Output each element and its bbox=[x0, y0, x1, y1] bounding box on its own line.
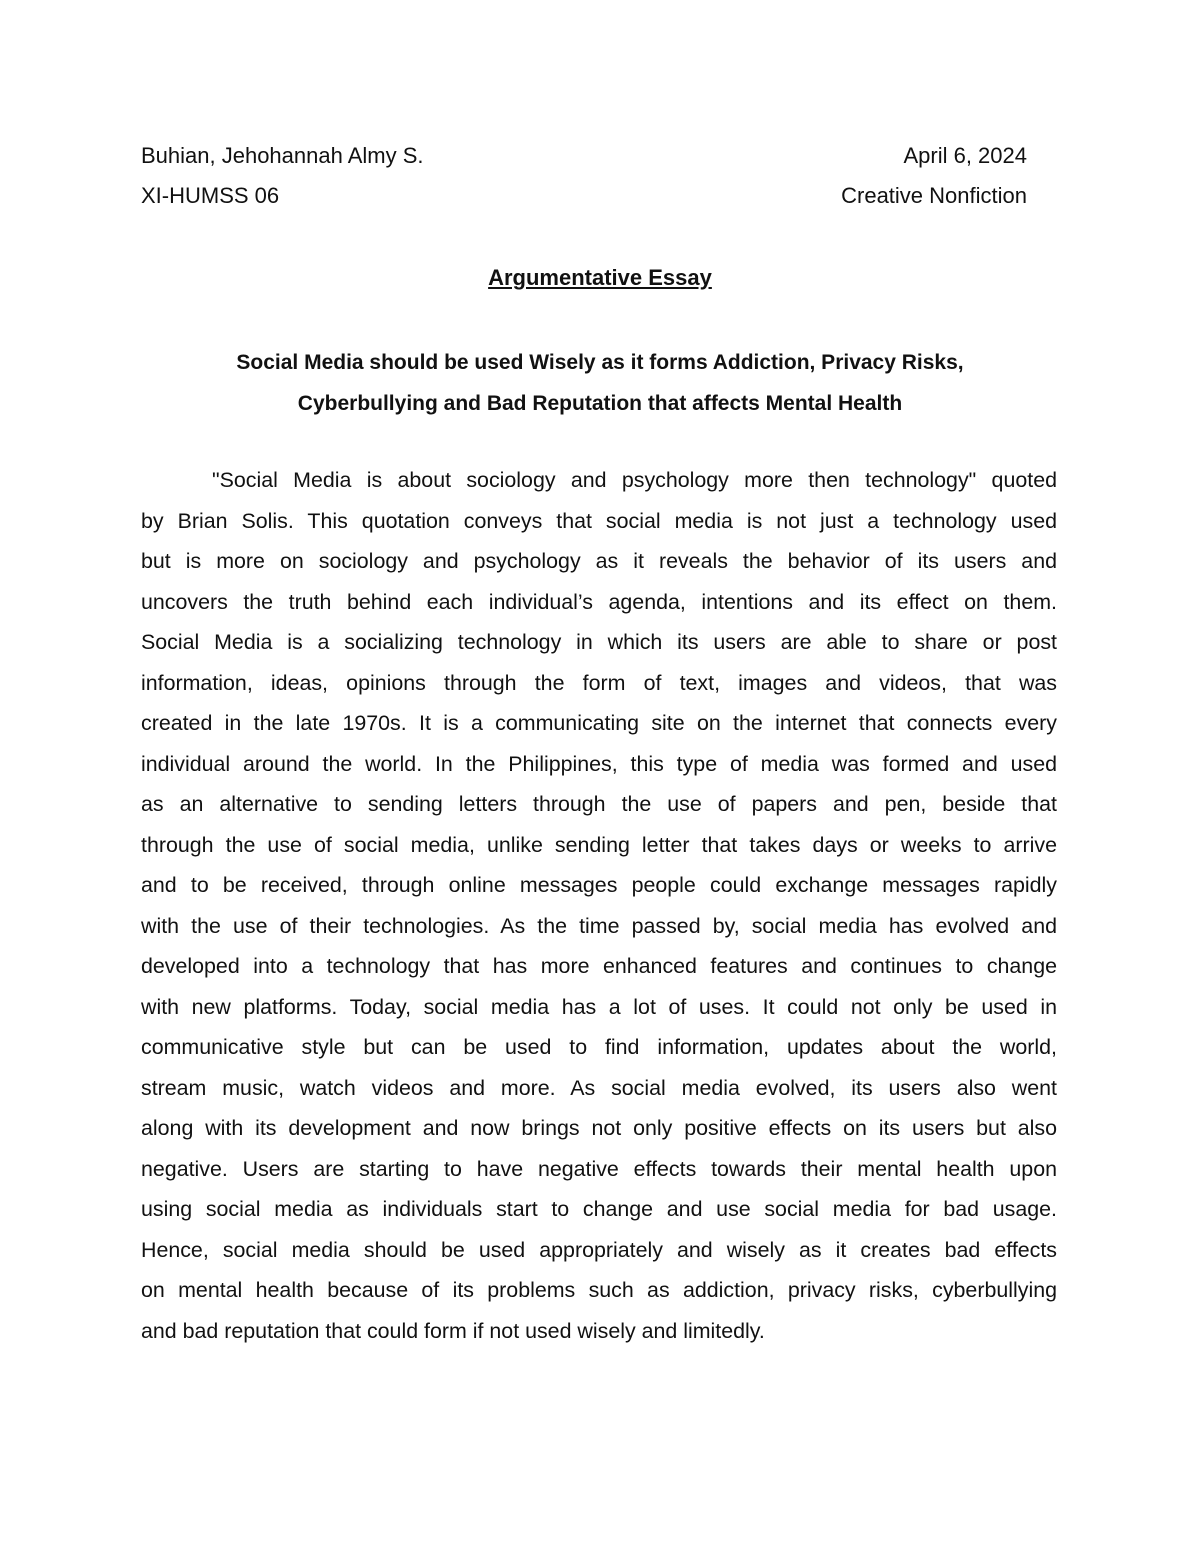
body-line: and to be received, through online messages people could exchange messages rapidly bbox=[141, 873, 1057, 897]
student-name: Buhian, Jehohannah Almy S. bbox=[141, 143, 424, 168]
body-line: "Social Media is about sociology and psychology more then technology" quoted bbox=[212, 468, 1057, 492]
essay-body-paragraph bbox=[141, 460, 1057, 1351]
body-line: but is more on sociology and psychology as it reveals the behavior of its users and bbox=[141, 549, 1057, 573]
header-row-2 bbox=[141, 181, 1027, 211]
body-line: communicative style but can be used to find information, updates about the world, bbox=[141, 1035, 1057, 1059]
body-line: along with its development and now brings not only positive effects on its users but also bbox=[141, 1116, 1057, 1140]
body-line: created in the late 1970s. It is a communicating site on the internet that connects every bbox=[141, 711, 1057, 735]
body-line: on mental health because of its problems such as addiction, privacy risks, cyberbullying bbox=[141, 1278, 1057, 1302]
body-line: by Brian Solis. This quotation conveys that social media is not just a technology used bbox=[141, 508, 1057, 533]
essay-date: April 6, 2024 bbox=[903, 143, 1027, 168]
body-line: through the use of social media, unlike sending letter that takes days or weeks to arrive bbox=[141, 832, 1057, 857]
body-line: with the use of their technologies. As the time passed by, social media has evolved and bbox=[141, 913, 1057, 938]
header-row-1 bbox=[141, 141, 1027, 171]
subject-name: Creative Nonfiction bbox=[841, 183, 1027, 208]
body-line: using social media as individuals start to change and use social media for bad usage. bbox=[141, 1197, 1057, 1221]
body-line: Hence, social media should be used appropriately and wisely as it creates bad effects bbox=[141, 1237, 1057, 1262]
essay-type-heading: Argumentative Essay bbox=[488, 265, 712, 290]
essay-title-line: Cyberbullying and Bad Reputation that affects Mental Health bbox=[297, 392, 903, 415]
body-line: developed into a technology that has more enhanced features and continues to change bbox=[141, 954, 1057, 978]
body-line: Social Media is a socializing technology in which its users are able to share or post bbox=[141, 630, 1057, 654]
body-line: negative. Users are starting to have negative effects towards their mental health upon bbox=[141, 1156, 1057, 1181]
body-line: and bad reputation that could form if not used wisely and limitedly. bbox=[141, 1318, 765, 1343]
body-line: stream music, watch videos and more. As social media evolved, its users also went bbox=[141, 1075, 1057, 1100]
body-line: uncovers the truth behind each individual’s agenda, intentions and its effect on them. bbox=[141, 589, 1057, 614]
essay-title-line: Social Media should be used Wisely as it forms Addiction, Privacy Risks, bbox=[236, 351, 964, 374]
student-section: XI-HUMSS 06 bbox=[141, 183, 280, 208]
body-line: individual around the world. In the Philippines, this type of media was formed and used bbox=[141, 751, 1057, 776]
body-line: with new platforms. Today, social media has a lot of uses. It could not only be used in bbox=[141, 994, 1057, 1019]
essay-title bbox=[150, 342, 1050, 424]
body-line: as an alternative to sending letters through the use of papers and pen, beside that bbox=[141, 792, 1057, 816]
body-line: information, ideas, opinions through the form of text, images and videos, that was bbox=[141, 670, 1057, 695]
